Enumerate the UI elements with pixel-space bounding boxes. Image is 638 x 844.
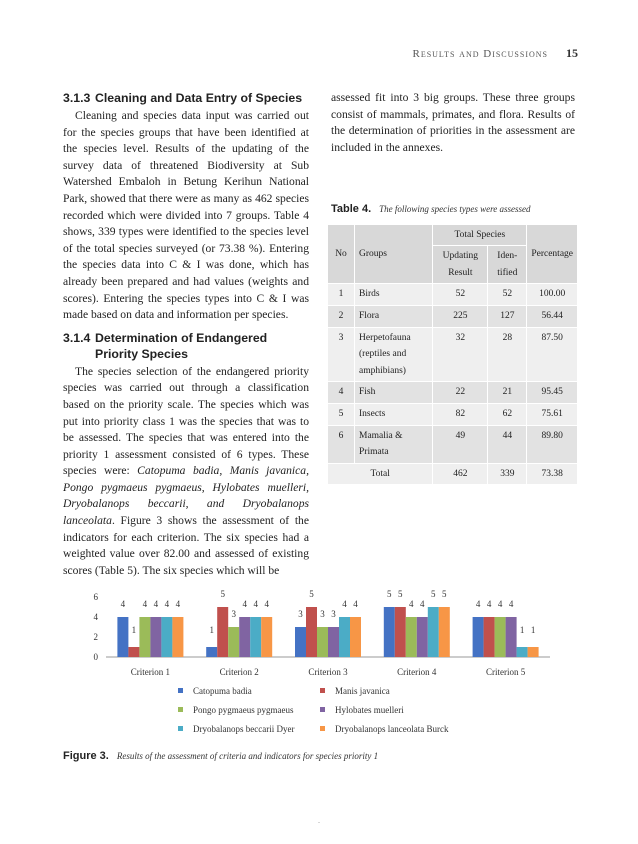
bar [139, 617, 150, 657]
bar [417, 617, 428, 657]
cell-percentage: 100.00 [527, 284, 578, 306]
x-tick-label: Criterion 5 [485, 667, 526, 677]
col-no: No [328, 224, 355, 284]
data-label: 4 [175, 599, 181, 609]
x-tick-label: Criterion 3 [308, 667, 348, 677]
bar [328, 627, 339, 657]
bar [150, 617, 161, 657]
legend-label: Catopuma badia [193, 686, 252, 696]
cell-no: 5 [328, 403, 355, 425]
cell-percentage: 89.80 [527, 425, 578, 463]
data-label: 3 [231, 609, 236, 619]
cell-group: Insects [355, 403, 433, 425]
cell-updating: 32 [433, 327, 488, 382]
bar [250, 617, 261, 657]
paragraph-continuation [331, 90, 575, 189]
cell-no: 6 [328, 425, 355, 463]
bar [161, 617, 172, 657]
data-label: 4 [142, 599, 148, 609]
data-label: 4 [264, 599, 269, 609]
cell-total-identified: 339 [488, 463, 527, 485]
cell-group: Fish [355, 382, 433, 404]
data-label: 4 [242, 599, 247, 609]
cell-identified: 127 [488, 305, 527, 327]
col-percentage: Percentage [527, 224, 578, 284]
cell-no: 1 [328, 284, 355, 306]
bar [217, 607, 228, 657]
data-label: 5 [387, 590, 392, 599]
legend-label: Dryobalanops lanceolata Burck [335, 724, 449, 734]
page-number: 15 [566, 46, 578, 60]
y-tick-label: 0 [93, 652, 98, 662]
cell-updating: 225 [433, 305, 488, 327]
section-heading-3-1-3 [63, 90, 309, 106]
figure-label: Figure 3. [63, 750, 109, 762]
table-label: Table 4. [331, 203, 372, 215]
table-caption-text: The following species types were assessed [379, 204, 531, 214]
legend-label: Hylobates muelleri [335, 705, 404, 715]
bar [384, 607, 395, 657]
data-label: 4 [497, 599, 503, 609]
bar [239, 617, 250, 657]
bar [261, 617, 272, 657]
cell-identified: 44 [488, 425, 527, 463]
bar [528, 647, 539, 657]
bar [350, 617, 361, 657]
data-label: 4 [420, 599, 425, 609]
bar [295, 627, 306, 657]
bar [484, 617, 495, 657]
cell-percentage: 56.44 [527, 305, 578, 327]
data-label: 4 [153, 599, 159, 609]
bar [439, 607, 450, 657]
cell-percentage: 75.61 [527, 403, 578, 425]
data-label: 4 [475, 599, 481, 609]
right-column [331, 90, 575, 485]
table-caption [331, 201, 575, 218]
table-row [328, 284, 578, 306]
data-label: 4 [120, 599, 126, 609]
legend-swatch [178, 726, 183, 731]
data-label: 5 [220, 590, 225, 599]
data-label: 3 [320, 609, 325, 619]
data-label: 1 [519, 625, 525, 635]
paragraph-text-right: assessed fit into 3 big groups. These three groups consist of mammals, primates, and flora. Results of the determination of priorities in the assessment are included in the annexes. [331, 91, 575, 154]
table-row [328, 327, 578, 382]
cell-total-percentage: 73.38 [527, 463, 578, 485]
paragraph-text-cont: . Figure 3 shows the assessment of the indicators for each criterion. The six species had a weighted value over 82.00 and assessed of existing scores (Table 5). The six species which will be [63, 514, 309, 577]
data-label: 1 [131, 625, 137, 635]
bar [317, 627, 328, 657]
x-tick-label: Criterion 1 [130, 667, 171, 677]
cell-no: 2 [328, 305, 355, 327]
table-body [328, 284, 578, 485]
cell-updating: 22 [433, 382, 488, 404]
bar [306, 607, 317, 657]
cell-identified: 62 [488, 403, 527, 425]
bar [228, 627, 239, 657]
data-label: 5 [431, 590, 436, 599]
cell-updating: 82 [433, 403, 488, 425]
figure-caption [63, 750, 378, 762]
cell-updating: 52 [433, 284, 488, 306]
bar [517, 647, 528, 657]
paragraph-text: The species selection of the endangered priority species was carried out through a classification based on the priority scale. The species which was put into priority class 1 was the species that was to be assessed. The species that was entered into the priority 1 assessment consisted of 6 types. These species were: [63, 364, 309, 478]
cell-total-label: Total [328, 463, 433, 485]
col-total-species: Total Species [433, 224, 527, 246]
cell-identified: 28 [488, 327, 527, 382]
cell-group: Birds [355, 284, 433, 306]
data-label: 4 [164, 599, 170, 609]
left-column [63, 90, 309, 579]
criteria-bar-chart [86, 590, 556, 740]
section-number: 3.1.4 [63, 330, 91, 345]
data-label: 5 [309, 590, 314, 599]
cell-group: Mamalia & Primata [355, 425, 433, 463]
table-total-row [328, 463, 578, 485]
table-row [328, 425, 578, 463]
legend-swatch [178, 688, 183, 693]
data-label: 4 [486, 599, 492, 609]
bar [473, 617, 484, 657]
cell-identified: 21 [488, 382, 527, 404]
legend-label: Manis javanica [335, 686, 390, 696]
data-label: 5 [398, 590, 403, 599]
bar [206, 647, 217, 657]
table-row [328, 382, 578, 404]
section-title: Cleaning and Data Entry of Species [95, 91, 303, 105]
legend-label: Pongo pygmaeus pygmaeus [193, 705, 294, 715]
species-table [327, 224, 578, 486]
chart-bars [117, 607, 538, 657]
paragraph-determination [63, 364, 309, 580]
data-label: 4 [508, 599, 514, 609]
data-label: 4 [353, 599, 358, 609]
footer-mark: . [318, 816, 320, 825]
x-tick-label: Criterion 2 [219, 667, 259, 677]
data-label: 4 [409, 599, 414, 609]
cell-percentage: 95.45 [527, 382, 578, 404]
cell-no: 4 [328, 382, 355, 404]
species-list: Catopuma badia, Manis javanica, Pongo pygmaeus pygmaeus, Hylobates muelleri, Dryobalanops beccarii, and Dryobalanops lanceolata [63, 464, 309, 528]
cell-group: Herpetofauna (reptiles and amphibians) [355, 327, 433, 382]
section-title: Determination of Endangered Priority Species [95, 330, 268, 361]
cell-total-updating: 462 [433, 463, 488, 485]
data-label: 1 [209, 625, 214, 635]
bar [128, 647, 139, 657]
legend-label: Dryobalanops beccarii Dyer [193, 724, 295, 734]
col-identified: Iden-tified [488, 246, 527, 284]
data-label: 5 [442, 590, 447, 599]
legend-swatch [320, 707, 325, 712]
running-title: Results and Discussions [412, 48, 548, 60]
data-label: 4 [342, 599, 347, 609]
bar [506, 617, 517, 657]
legend-swatch [320, 688, 325, 693]
data-label: 4 [253, 599, 258, 609]
cell-group: Flora [355, 305, 433, 327]
x-tick-label: Criterion 4 [397, 667, 437, 677]
cell-updating: 49 [433, 425, 488, 463]
bar [395, 607, 406, 657]
y-tick-label: 4 [93, 612, 98, 622]
paragraph-cleaning: Cleaning and species data input was carried out for the species groups that have been identified at the species level. Results of the updating of the survey data of threatened Biodiversity at Sub Watershed Embaloh in Betung Kerihun National Park, showed that there were as many as 462 species recorded which were divided into 7 groups. Table 4 shows, 339 types were identified to the species level of the total species surveyed (or 73.38 %). Entering the species data into C & I was done, which has already been prepared and had values (weights and scores). Entering the species types into C & I was made based on data and information per species. [63, 109, 309, 322]
bar [406, 617, 417, 657]
legend-swatch [178, 707, 183, 712]
running-header [412, 46, 578, 61]
bar [428, 607, 439, 657]
data-label: 3 [331, 609, 336, 619]
legend-swatch [320, 726, 325, 731]
bar [172, 617, 183, 657]
chart-legend [178, 686, 449, 734]
bar [495, 617, 506, 657]
cell-identified: 52 [488, 284, 527, 306]
bar [117, 617, 128, 657]
figure-caption-text: Results of the assessment of criteria and indicators for species priority 1 [116, 751, 379, 761]
cell-no: 3 [328, 327, 355, 382]
data-label: 3 [298, 609, 303, 619]
table-row [328, 403, 578, 425]
table-row [328, 305, 578, 327]
col-updating: Updating Result [433, 246, 488, 284]
section-number: 3.1.3 [63, 91, 91, 105]
y-tick-label: 6 [93, 592, 98, 602]
y-tick-label: 2 [93, 632, 98, 642]
section-heading-3-1-4 [63, 330, 309, 362]
cell-percentage: 87.50 [527, 327, 578, 382]
col-groups: Groups [355, 224, 433, 284]
bar [339, 617, 350, 657]
data-label: 1 [530, 625, 536, 635]
